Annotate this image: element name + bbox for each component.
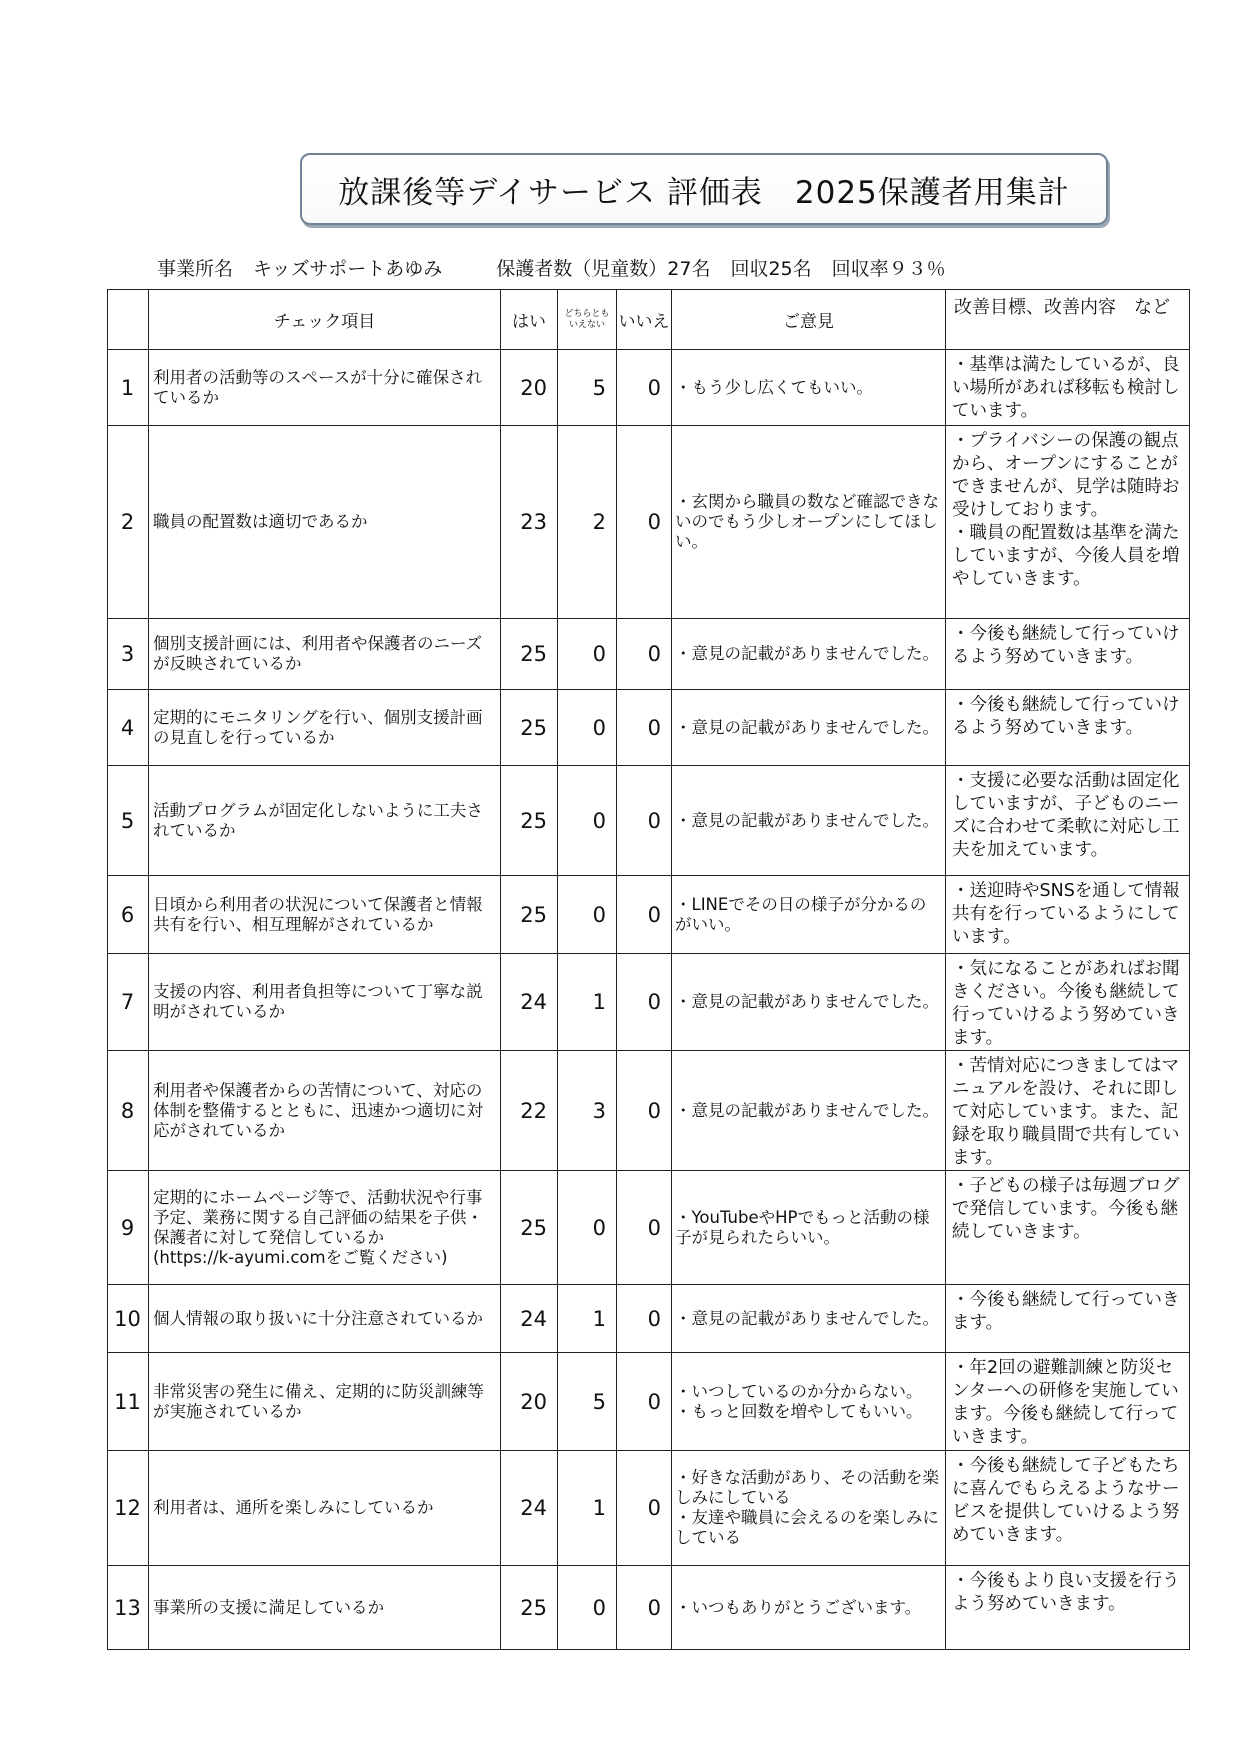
yes-count (501, 954, 558, 1051)
yes-count (501, 1451, 558, 1566)
opinion-text-value: ・意見の記載がありませんでした。 (675, 717, 939, 737)
no-count-value: 0 (647, 375, 661, 400)
neither-count-value: 0 (592, 715, 606, 740)
improvement-text (946, 1353, 1190, 1451)
row-number-value: 2 (120, 510, 135, 534)
row-number-value: 11 (114, 1389, 141, 1414)
opinion-text (672, 1051, 946, 1171)
opinion-text (672, 1353, 946, 1451)
header-number (108, 290, 149, 350)
header-yes: はい (501, 290, 558, 350)
neither-count (558, 690, 617, 766)
neither-count (558, 350, 617, 426)
neither-count-value: 1 (592, 990, 606, 1014)
improvement-text (946, 1051, 1190, 1171)
improvement-text (946, 1451, 1190, 1566)
opinion-text (672, 690, 946, 766)
collection-rate: 回収率９３％ (831, 258, 946, 280)
no-count-value: 0 (647, 990, 661, 1014)
check-item (149, 1051, 501, 1171)
facility-name: キッズサポートあゆみ (253, 258, 443, 280)
no-count-value: 0 (647, 808, 661, 833)
check-item (149, 690, 501, 766)
neither-count-value: 5 (592, 1389, 606, 1414)
no-count-value: 0 (647, 510, 661, 534)
improvement-text-value: ・気になることがあればお聞きください。今後も継続して行っていけるよう努めていきます。 (952, 959, 1180, 1048)
neither-count-value: 0 (592, 902, 606, 927)
yes-count (501, 426, 558, 619)
opinion-text (672, 350, 946, 426)
header-no: いいえ (617, 290, 672, 350)
no-count (617, 1285, 672, 1353)
header-row (108, 290, 1190, 350)
yes-count-value: 23 (520, 510, 547, 534)
improvement-text-value: ・送迎時やSNSを通して情報共有を行っているようにしています。 (952, 881, 1180, 947)
row-number (108, 766, 149, 876)
check-item-value: 個人情報の取り扱いに十分注意されているか (153, 1308, 483, 1328)
opinion-text-value: ・玄関から職員の数など確認できないのでもう少しオープンにしてほしい。 (675, 492, 939, 551)
yes-count-value: 24 (520, 1306, 547, 1331)
improvement-text-value: ・苦情対応につきましてはマニュアルを設け、それに即して対応しています。また、記録を取り職員間で共有しています。 (952, 1056, 1180, 1168)
no-count-value: 0 (647, 1389, 661, 1414)
row-number (108, 426, 149, 619)
yes-count (501, 1566, 558, 1650)
check-item (149, 766, 501, 876)
check-item-value: 定期的にモニタリングを行い、個別支援計画の見直しを行っているか (153, 707, 483, 747)
opinion-text-value: ・LINEでその日の様子が分かるのがいい。 (675, 894, 927, 934)
check-item-value: 利用者や保護者からの苦情について、対応の体制を整備するとともに、迅速かつ適切に対応がされているか (153, 1080, 483, 1140)
neither-count (558, 954, 617, 1051)
yes-count (501, 1051, 558, 1171)
opinion-text (672, 1285, 946, 1353)
no-count (617, 766, 672, 876)
neither-count-value: 0 (592, 642, 606, 666)
row-number-value: 8 (120, 1098, 135, 1123)
no-count (617, 876, 672, 954)
no-count (617, 350, 672, 426)
yes-count-value: 20 (520, 1389, 547, 1414)
neither-count (558, 876, 617, 954)
opinion-text (672, 954, 946, 1051)
check-item-value: 非常災害の発生に備え、定期的に防災訓練等が実施されているか (153, 1381, 484, 1421)
yes-count-value: 25 (520, 715, 547, 740)
row-number (108, 690, 149, 766)
table-row (108, 1051, 1190, 1171)
no-count (617, 954, 672, 1051)
check-item-value: 活動プログラムが固定化しないように工夫されているか (153, 800, 483, 840)
check-item-value: 利用者は、通所を楽しみにしているか (153, 1498, 434, 1517)
check-item-value: 日頃から利用者の状況について保護者と情報共有を行い、相互理解がされているか (153, 894, 483, 934)
neither-count (558, 1566, 617, 1650)
neither-count-value: 5 (592, 375, 606, 400)
opinion-text (672, 876, 946, 954)
no-count (617, 1353, 672, 1451)
check-item (149, 954, 501, 1051)
header-neither: どちらとも いえない (558, 290, 617, 350)
table-row (108, 1353, 1190, 1451)
no-count (617, 1451, 672, 1566)
neither-count-value: 3 (592, 1098, 606, 1123)
improvement-text-value: ・子どもの様子は毎週ブログで発信しています。今後も継続していきます。 (952, 1176, 1180, 1242)
no-count-value: 0 (647, 1215, 661, 1240)
no-count-value: 0 (647, 1098, 661, 1123)
neither-count (558, 619, 617, 690)
row-number (108, 954, 149, 1051)
guardian-count: 保護者数（児童数）27名 (496, 258, 711, 280)
yes-count (501, 619, 558, 690)
check-item (149, 619, 501, 690)
yes-count-value: 20 (520, 375, 547, 400)
opinion-text (672, 426, 946, 619)
row-number-value: 9 (120, 1215, 135, 1240)
no-count-value: 0 (647, 1595, 661, 1620)
table-row (108, 690, 1190, 766)
neither-count (558, 1353, 617, 1451)
neither-count-value: 0 (592, 808, 606, 833)
opinion-text-value: ・意見の記載がありませんでした。 (675, 1308, 939, 1328)
check-item-value: 定期的にホームページ等で、活動状況や行事予定、業務に関する自己評価の結果を子供・保護者に対して発信しているか (https://k-ayumi.comをご覧ください) (153, 1187, 483, 1267)
opinion-text (672, 766, 946, 876)
table-row (108, 766, 1190, 876)
improvement-text (946, 1566, 1190, 1650)
improvement-text (946, 876, 1190, 954)
neither-count-value: 1 (592, 1306, 606, 1331)
opinion-text-value: ・いつしているのか分からない。 ・もっと回数を増やしてもいい。 (675, 1381, 923, 1421)
row-number (108, 1051, 149, 1171)
neither-count-value: 0 (592, 1215, 606, 1240)
row-number (108, 876, 149, 954)
no-count (617, 619, 672, 690)
row-number-value: 12 (114, 1496, 141, 1520)
opinion-text-value: ・YouTubeやHPでもっと活動の様子が見られたらいい。 (675, 1207, 930, 1247)
row-number (108, 350, 149, 426)
check-item (149, 1353, 501, 1451)
no-count-value: 0 (647, 642, 661, 666)
improvement-text-value: ・支援に必要な活動は固定化していますが、子どものニーズに合わせて柔軟に対応し工夫を加えています。 (952, 771, 1180, 860)
table-row (108, 426, 1190, 619)
check-item (149, 876, 501, 954)
neither-count (558, 766, 617, 876)
improvement-text-value: ・プライバシーの保護の観点から、オープンにすることができませんが、見学は随時お受けしております。 ・職員の配置数は基準を満たしていますが、今後人員を増やしていきます。 (952, 431, 1180, 589)
improvement-text (946, 426, 1190, 619)
header-opinion: ご意見 (672, 290, 946, 350)
improvement-text (946, 619, 1190, 690)
no-count (617, 1051, 672, 1171)
check-item-value: 個別支援計画には、利用者や保護者のニーズが反映されているか (153, 634, 483, 673)
check-item (149, 1285, 501, 1353)
opinion-text (672, 1566, 946, 1650)
neither-count (558, 1171, 617, 1285)
table-row (108, 1171, 1190, 1285)
yes-count (501, 690, 558, 766)
check-item (149, 426, 501, 619)
no-count (617, 1171, 672, 1285)
row-number-value: 7 (120, 990, 135, 1014)
neither-count-value: 0 (592, 1595, 606, 1620)
opinion-text (672, 619, 946, 690)
row-number-value: 1 (120, 375, 135, 400)
check-item-value: 事業所の支援に満足しているか (153, 1597, 384, 1617)
yes-count-value: 24 (520, 990, 547, 1014)
page-title: 放課後等デイサービス 評価表 2025保護者用集計 (338, 174, 1070, 211)
no-count-value: 0 (647, 1306, 661, 1331)
neither-count (558, 426, 617, 619)
opinion-text-value: ・好きな活動があり、その活動を楽しみにしている ・友達や職員に会えるのを楽しみにしている (675, 1468, 939, 1547)
facility-label: 事業所名 (157, 258, 234, 280)
header-improvement: 改善目標、改善内容 など (946, 290, 1190, 350)
neither-count (558, 1285, 617, 1353)
no-count (617, 1566, 672, 1650)
neither-count-value: 1 (592, 1496, 606, 1520)
improvement-text-value: ・今後も継続して行っていけるよう努めていきます。 (952, 624, 1180, 667)
improvement-text (946, 766, 1190, 876)
yes-count-value: 25 (520, 808, 547, 833)
no-count-value: 0 (647, 1496, 661, 1520)
improvement-text-value: ・今後も継続して行っていけるよう努めていきます。 (952, 695, 1180, 738)
improvement-text-value: ・基準は満たしているが、良い場所があれば移転も検討しています。 (952, 355, 1180, 421)
improvement-text-value: ・今後も継続して子どもたちに喜んでもらえるようなサービスを提供していけるよう努めていきます。 (952, 1456, 1180, 1545)
title-box (300, 153, 1108, 225)
table-row (108, 954, 1190, 1051)
no-count (617, 426, 672, 619)
table-row (108, 350, 1190, 426)
neither-count (558, 1451, 617, 1566)
yes-count-value: 25 (520, 1595, 547, 1620)
improvement-text-value: ・今後も継続して行っていきます。 (952, 1290, 1180, 1333)
opinion-text-value: ・意見の記載がありませんでした。 (675, 644, 939, 663)
improvement-text (946, 690, 1190, 766)
yes-count-value: 24 (520, 1496, 547, 1520)
row-number (108, 1566, 149, 1650)
opinion-text-value: ・いつもありがとうございます。 (675, 1597, 922, 1617)
neither-count (558, 1051, 617, 1171)
yes-count (501, 350, 558, 426)
improvement-text (946, 954, 1190, 1051)
row-number-value: 5 (120, 808, 135, 833)
table-row (108, 1451, 1190, 1566)
table-row (108, 1566, 1190, 1650)
opinion-text (672, 1171, 946, 1285)
yes-count (501, 1353, 558, 1451)
opinion-text-value: ・意見の記載がありませんでした。 (675, 992, 939, 1011)
table-row (108, 876, 1190, 954)
collected-count: 回収25名 (730, 258, 812, 280)
evaluation-table (107, 289, 1190, 1650)
improvement-text-value: ・年2回の避難訓練と防災センターへの研修を実施しています。今後も継続して行っていきます。 (952, 1358, 1179, 1447)
check-item (149, 1451, 501, 1566)
no-count (617, 690, 672, 766)
row-number-value: 10 (114, 1306, 141, 1331)
check-item (149, 350, 501, 426)
no-count-value: 0 (647, 715, 661, 740)
no-count-value: 0 (647, 902, 661, 927)
check-item (149, 1566, 501, 1650)
improvement-text (946, 1171, 1190, 1285)
row-number (108, 619, 149, 690)
check-item (149, 1171, 501, 1285)
yes-count (501, 766, 558, 876)
row-number (108, 1171, 149, 1285)
row-number-value: 3 (120, 642, 135, 666)
improvement-text (946, 350, 1190, 426)
opinion-text-value: ・もう少し広くてもいい。 (675, 377, 873, 397)
row-number (108, 1451, 149, 1566)
yes-count (501, 1285, 558, 1353)
improvement-text-value: ・今後もより良い支援を行うよう努めていきます。 (952, 1571, 1180, 1614)
yes-count-value: 22 (520, 1098, 547, 1123)
yes-count-value: 25 (520, 902, 547, 927)
row-number-value: 6 (120, 902, 135, 927)
yes-count (501, 1171, 558, 1285)
table-row (108, 1285, 1190, 1353)
check-item-value: 支援の内容、利用者負担等について丁寧な説明がされているか (153, 982, 483, 1021)
row-number-value: 13 (114, 1595, 141, 1620)
yes-count-value: 25 (520, 1215, 547, 1240)
neither-count-value: 2 (592, 510, 606, 534)
yes-count (501, 876, 558, 954)
row-number (108, 1353, 149, 1451)
opinion-text-value: ・意見の記載がありませんでした。 (675, 1100, 939, 1120)
row-number (108, 1285, 149, 1353)
improvement-text (946, 1285, 1190, 1353)
opinion-text-value: ・意見の記載がありませんでした。 (675, 810, 939, 830)
opinion-text (672, 1451, 946, 1566)
table-row (108, 619, 1190, 690)
row-number-value: 4 (120, 715, 135, 740)
header-check-item: チェック項目 (149, 290, 501, 350)
check-item-value: 利用者の活動等のスペースが十分に確保されているか (153, 367, 483, 407)
survey-info (157, 254, 946, 281)
yes-count-value: 25 (520, 642, 547, 666)
check-item-value: 職員の配置数は適切であるか (153, 512, 368, 531)
